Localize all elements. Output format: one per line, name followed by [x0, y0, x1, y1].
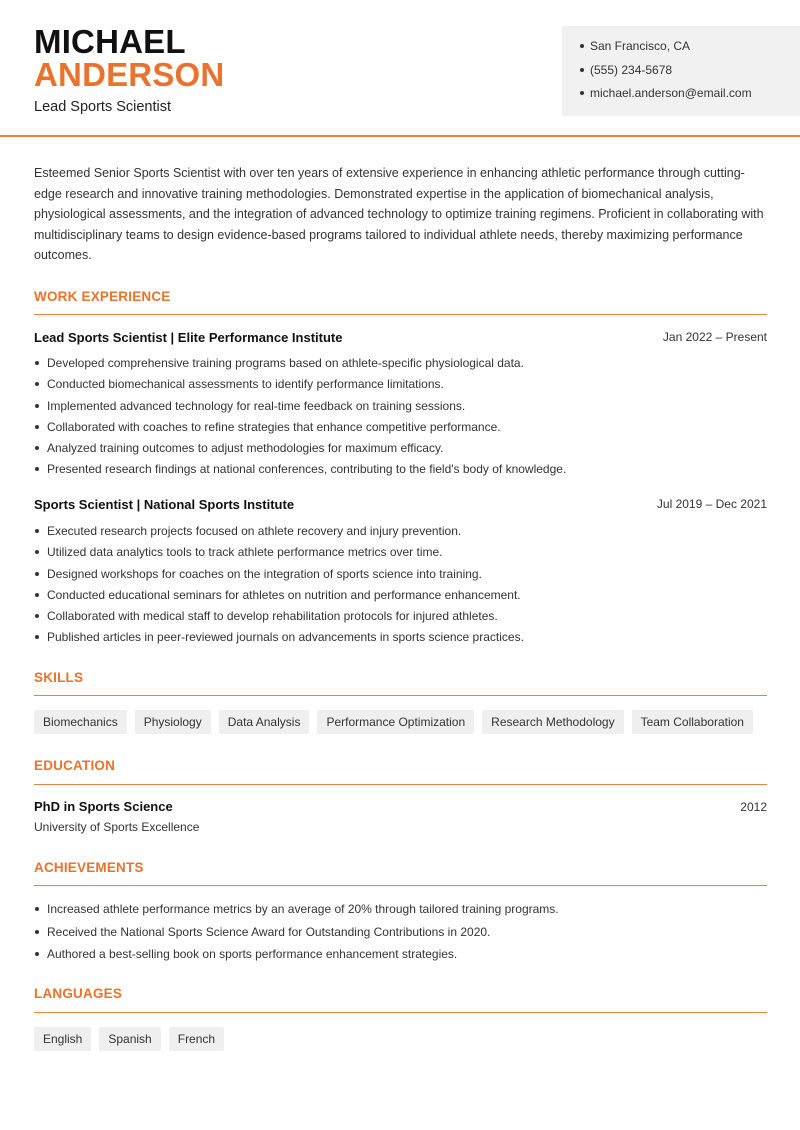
- list-item: Conducted educational seminars for athletes on nutrition and performance enhancement.: [34, 587, 767, 608]
- list-item: Conducted biomechanical assessments to identify performance limitations.: [34, 376, 767, 397]
- contact-email[interactable]: michael.anderson@email.com: [580, 85, 800, 109]
- job-bullets: [34, 355, 767, 483]
- job-bullets: [34, 523, 767, 651]
- list-item: Received the National Sports Science Award for Outstanding Contributions in 2020.: [34, 924, 767, 947]
- skills-list: [34, 710, 753, 734]
- first-name: MICHAEL: [34, 23, 186, 60]
- education-degree: PhD in Sports Science: [34, 799, 173, 814]
- list-item: Utilized data analytics tools to track athlete performance metrics over time.: [34, 544, 767, 565]
- section-divider: [34, 885, 767, 886]
- list-item: Implemented advanced technology for real-time feedback on training sessions.: [34, 398, 767, 419]
- list-item: Analyzed training outcomes to adjust methodologies for maximum efficacy.: [34, 440, 767, 461]
- list-item: Published articles in peer-reviewed journals on advancements in sports science practices.: [34, 629, 767, 650]
- section-divider: [34, 695, 767, 696]
- list-item: Collaborated with coaches to refine strategies that enhance competitive performance.: [34, 419, 767, 440]
- list-item: Increased athlete performance metrics by an average of 20% through tailored training programs.: [34, 901, 767, 924]
- section-title-work: WORK EXPERIENCE: [34, 289, 171, 304]
- skill-tag: Performance Optimization: [317, 710, 474, 734]
- section-divider: [34, 1012, 767, 1013]
- skill-tag: Data Analysis: [219, 710, 310, 734]
- language-tag: French: [169, 1027, 224, 1051]
- contact-location: San Francisco, CA: [580, 38, 800, 62]
- job-header: [34, 497, 767, 515]
- section-title-education: EDUCATION: [34, 758, 116, 773]
- job-dates: Jan 2022 – Present: [662, 330, 767, 344]
- list-item: Executed research projects focused on athlete recovery and injury prevention.: [34, 523, 767, 544]
- job-title: Lead Sports Scientist: [34, 99, 172, 115]
- job-dates: Jul 2019 – Dec 2021: [656, 497, 767, 511]
- summary-paragraph: Esteemed Senior Sports Scientist with over ten years of extensive experience in enhancing athletic performance through cutting-edge research and innovative training methodologies. Demonstrated expertise in the application of biomechanical analysis, physiological assessments, and the integration of advanced technology to optimize training regimens. Proficient in collaborating with multidisciplinary teams to design evidence-based programs tailored to individual athlete needs, thereby maximizing performance outcomes.: [34, 166, 764, 262]
- skill-tag: Research Methodology: [482, 710, 623, 734]
- job-role: Sports Scientist | National Sports Institute: [34, 497, 295, 512]
- contact-phone: (555) 234-5678: [580, 62, 800, 86]
- section-title-skills: SKILLS: [34, 670, 84, 685]
- language-tag: English: [34, 1027, 91, 1051]
- list-item: Collaborated with medical staff to develop rehabilitation protocols for injured athletes.: [34, 608, 767, 629]
- section-title-achievements: ACHIEVEMENTS: [34, 860, 144, 875]
- skill-tag: Team Collaboration: [632, 710, 753, 734]
- job-header: [34, 330, 767, 348]
- language-tag: Spanish: [99, 1027, 160, 1051]
- section-title-languages: LANGUAGES: [34, 986, 123, 1001]
- achievements-list: [34, 901, 767, 969]
- contact-box: [562, 26, 800, 116]
- resume-header: [0, 0, 800, 137]
- skill-tag: Biomechanics: [34, 710, 127, 734]
- job-role: Lead Sports Scientist | Elite Performance Institute: [34, 330, 343, 345]
- list-item: Designed workshops for coaches on the integration of sports science into training.: [34, 566, 767, 587]
- education-year: 2012: [740, 800, 767, 814]
- skill-tag: Physiology: [135, 710, 211, 734]
- languages-list: [34, 1027, 224, 1051]
- list-item: Presented research findings at national conferences, contributing to the field's body of knowledge.: [34, 461, 767, 482]
- list-item: Developed comprehensive training programs based on athlete-specific physiological data.: [34, 355, 767, 376]
- section-divider: [34, 784, 767, 785]
- last-name: ANDERSON: [34, 56, 225, 93]
- education-school: University of Sports Excellence: [34, 820, 200, 834]
- section-divider: [34, 314, 767, 315]
- list-item: Authored a best-selling book on sports performance enhancement strategies.: [34, 946, 767, 969]
